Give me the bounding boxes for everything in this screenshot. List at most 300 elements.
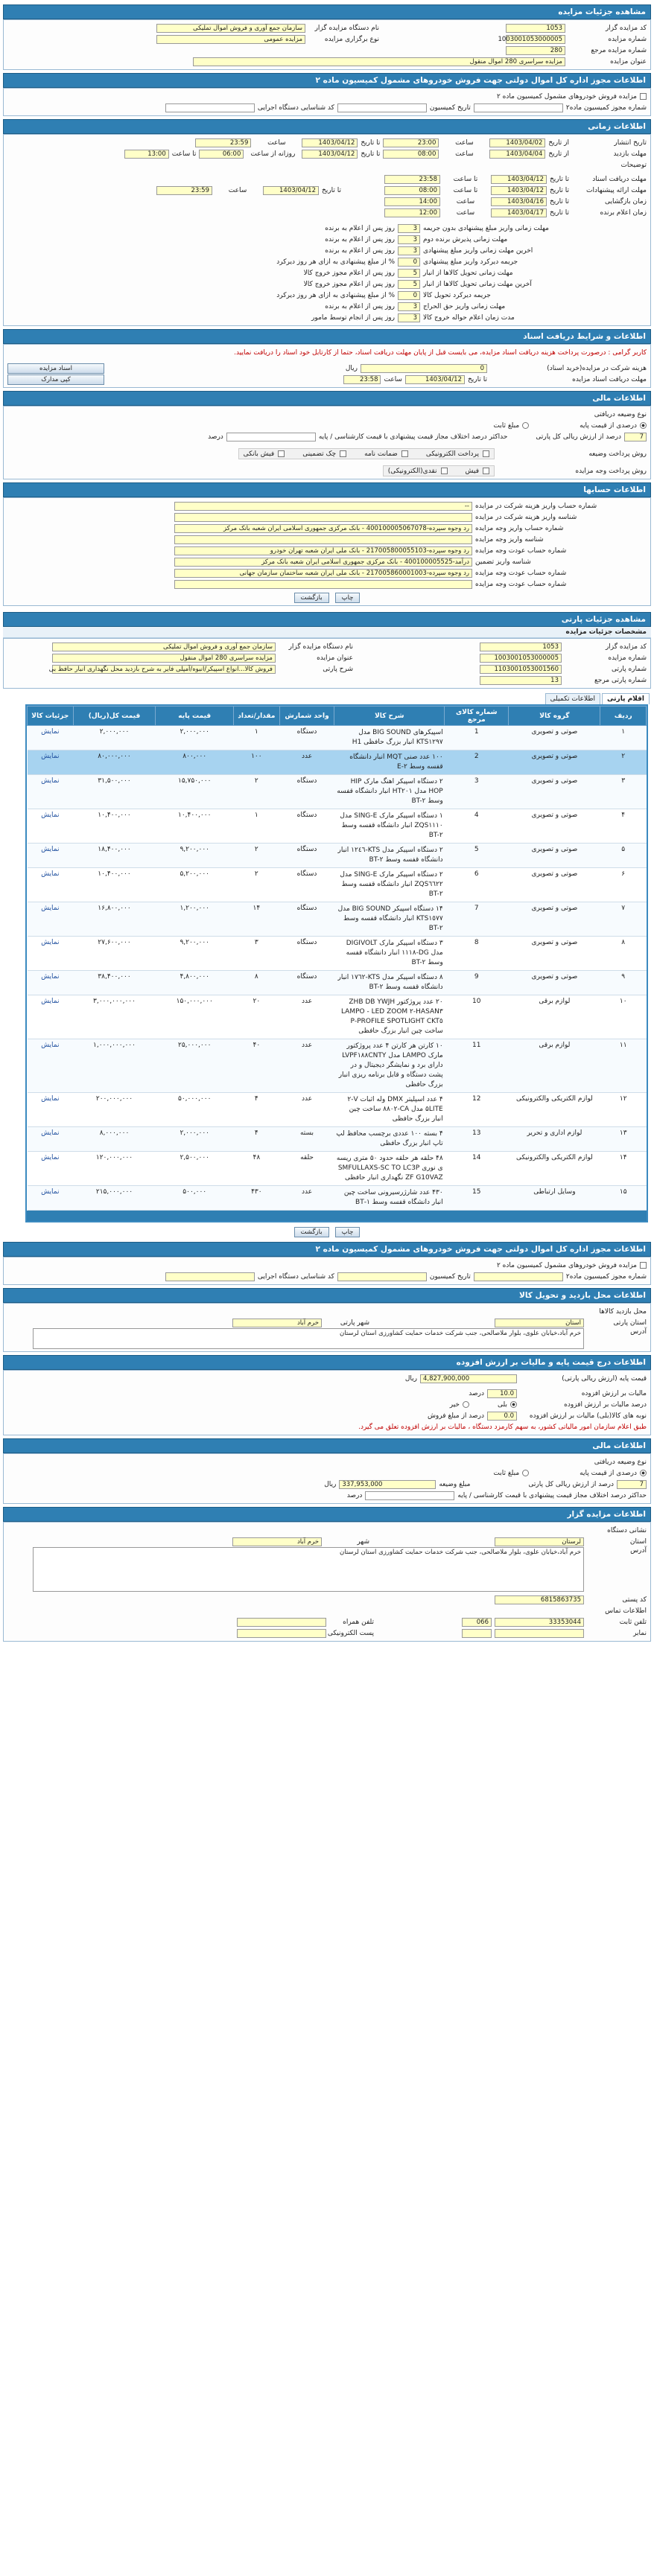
grid-cell: ۸: [234, 971, 280, 995]
grid-cell: لوازم برقی: [509, 1039, 600, 1093]
grid-cell: بسته: [279, 1127, 334, 1152]
rule-value[interactable]: 3: [398, 302, 420, 311]
city-field[interactable]: خرم آباد: [232, 1319, 322, 1327]
btm-fin-amount-unit: ریال: [324, 1480, 337, 1488]
item-detail-link[interactable]: نمایش: [28, 1186, 74, 1211]
grid-cell: ۱۴: [234, 902, 280, 937]
party-org-label: نام دستگاه مزایده گزار: [288, 643, 353, 651]
tax-field[interactable]: 0.0: [487, 1412, 517, 1421]
grid-cell: عدد: [279, 1186, 334, 1211]
accounts-header: اطلاعات حسابها: [3, 482, 651, 497]
org-province-label: استان: [629, 1537, 647, 1546]
item-detail-link[interactable]: نمایش: [28, 726, 74, 750]
grid-cell: ۵: [600, 844, 647, 868]
btm-permit-no-field[interactable]: [474, 1272, 563, 1281]
item-detail-link[interactable]: نمایش: [28, 868, 74, 902]
pay-cash: نقدی(الکترونیکی): [387, 467, 437, 475]
rule-unit: روز پس از اعلام مجوز خروج کالا: [303, 269, 395, 277]
grid-header-row: [28, 707, 647, 726]
rule-label: مهلت زمانی واریز مبلغ پیشنهادی بدون جریمه: [423, 224, 549, 232]
account-label: شناسه واریز تضمین: [475, 558, 531, 566]
table-row[interactable]: [28, 844, 647, 868]
vat-unit: درصد: [469, 1389, 484, 1397]
rule-unit: روز پس از اعلام به برنده: [325, 302, 395, 310]
reveal-d-label: تا تاریخ: [322, 186, 342, 194]
grid-cell: ۱۲: [600, 1093, 647, 1127]
account-field[interactable]: رد وجوه سپرده-217005860001003 - بانک ملی ایران شعبه ساختمان سازمان جهانی: [174, 569, 472, 578]
item-detail-link[interactable]: نمایش: [28, 775, 74, 809]
grid-cell: ۲,۰۰۰,۰۰۰: [156, 1127, 234, 1152]
account-field[interactable]: [174, 580, 472, 589]
btm-permit-date-label: تاریخ کمیسیون: [429, 1272, 471, 1281]
permit-org-field[interactable]: [165, 103, 255, 112]
email-label: پست الکترونیکی: [327, 1629, 374, 1637]
method-bank-check[interactable]: [278, 450, 285, 457]
grid-cell: ۳۸,۴۰۰,۰۰۰: [73, 971, 156, 995]
rule-label: اخرین مهلت زمانی واریز مبلغ پیشنهادی: [423, 246, 533, 255]
opening-time-label: ساعت: [456, 197, 475, 205]
visit-daily-to[interactable]: 13:00: [124, 150, 169, 159]
grid-cell: ۲۰۰,۰۰۰,۰۰۰: [73, 1093, 156, 1127]
party-tender-label: شماره مزایده: [608, 654, 647, 662]
rule-unit: % از مبلغ پیشنهادی به ازای هر روز دیرکرد: [276, 291, 395, 299]
fax-field[interactable]: [495, 1629, 584, 1638]
party-code-label: کد مزایده گزار: [605, 643, 647, 651]
grid-cell: 9: [445, 971, 509, 995]
org-city-label: شهر: [357, 1537, 369, 1546]
fax-code-field[interactable]: [462, 1629, 492, 1638]
org-zip-label: کد پستی: [622, 1595, 647, 1604]
grid-cell: ۱۸,۴۰۰,۰۰۰: [73, 844, 156, 868]
item-detail-link[interactable]: نمایش: [28, 1093, 74, 1127]
code-field[interactable]: 1053: [506, 24, 565, 33]
rule-row: [7, 234, 647, 245]
party-tender-field[interactable]: 1003001053000005: [480, 654, 562, 663]
winner-time-label: ساعت: [456, 208, 475, 217]
grid-cell: لوازم برقی: [509, 995, 600, 1039]
grid-cell: عدد: [279, 1039, 334, 1093]
vat-yes-label: بلی: [498, 1400, 507, 1409]
grid-cell: ۹,۲۰۰,۰۰۰: [156, 844, 234, 868]
diff-field[interactable]: [226, 433, 316, 441]
account-field[interactable]: درآمد-400100005525 - بانک مرکزی جمهوری اسلامی ایران شعبه بانک مرکز: [174, 558, 472, 567]
pay-slip-check[interactable]: [483, 468, 489, 474]
mobile-field[interactable]: [237, 1618, 326, 1627]
table-row[interactable]: [28, 1093, 647, 1127]
pay-slip: فیش: [465, 467, 479, 475]
grid-cell: ۲ دستگاه اسپیکر مدل KTS-١٢٤٦ انبار دانشگاه قفسه وسط BT-۲: [334, 844, 445, 868]
org-zip-field[interactable]: 6815863735: [495, 1595, 584, 1604]
party-org-field[interactable]: سازمان جمع آوری و فروش اموال تملیکی: [52, 643, 276, 651]
deadline-offer-date[interactable]: 1403/04/12: [491, 186, 547, 195]
docs-deadline-date[interactable]: 1403/04/12: [405, 375, 465, 384]
grid-cell: لوازم اداری و تحریر: [509, 1127, 600, 1152]
grid-cell: 1: [445, 726, 509, 750]
permit-org-label: کد شناسایی دستگاه اجرایی: [257, 103, 334, 112]
item-detail-link[interactable]: نمایش: [28, 1039, 74, 1093]
method-guarantee-check[interactable]: [401, 450, 408, 457]
grid-cell: ۱۰ کارتن هر کارتن ۴ عدد پروژکتور مارک LAMPO مدل LVPF١٨٨CNTY دارای برد و نمایشگر دیجیتال و در پشت دستگاه و قابل برنامه ریزی انبار بزرگ حافظی: [334, 1039, 445, 1093]
item-detail-link[interactable]: نمایش: [28, 809, 74, 844]
table-row[interactable]: [28, 750, 647, 775]
guarantee-percent-field[interactable]: 7: [624, 433, 647, 441]
grid-cell: ۱۵,۷۵۰,۰۰۰: [156, 775, 234, 809]
permit-no-label: شماره مجوز کمیسیون ماده۲: [565, 103, 647, 112]
btm-fin-percent-radio[interactable]: [640, 1470, 647, 1476]
account-field[interactable]: [174, 535, 472, 544]
type-field[interactable]: مزایده عمومی: [156, 35, 305, 44]
org-field[interactable]: سازمان جمع آوری و فروش اموال تملیکی: [156, 24, 305, 33]
tel-code-field[interactable]: 066: [462, 1618, 492, 1627]
docs-deadline-from: تا تاریخ: [467, 375, 487, 383]
price-box: [3, 1370, 651, 1435]
table-row[interactable]: [28, 937, 647, 971]
grid-cell: ۶: [600, 868, 647, 902]
grid-cell: صوتی و تصویری: [509, 937, 600, 971]
grid-col-header: گروه کالا: [509, 707, 600, 726]
winner-label: زمان اعلام برنده: [600, 208, 647, 217]
item-detail-link[interactable]: نمایش: [28, 995, 74, 1039]
docs-deadline-time[interactable]: 23:58: [343, 375, 381, 384]
grid-cell: عدد: [279, 995, 334, 1039]
financial-box: [3, 406, 651, 479]
grid-cell: ۴ عدد اسپلیتر DMX وله اثبات V-٢ ۵LITE مدل CA-٨٨٠٢ ساخت چین انبار بزرگ حافظی: [334, 1093, 445, 1127]
deadline-docs-label: مهلت دریافت اسناد: [592, 175, 647, 183]
grid-cell: ۳۱,۵۰۰,۰۰۰: [73, 775, 156, 809]
grid-cell: ۱۰,۴۰۰,۰۰۰: [156, 809, 234, 844]
rule-value[interactable]: 3: [398, 313, 420, 322]
publish-from-time-label: ساعت: [455, 138, 474, 147]
grid-cell: ۱۵۰,۰۰۰,۰۰۰: [156, 995, 234, 1039]
grid-cell: 2: [445, 750, 509, 775]
tel-label: تلفن ثابت: [619, 1618, 647, 1626]
rule-row: [7, 267, 647, 278]
grid-cell: ۱۰: [600, 995, 647, 1039]
publish-to-time[interactable]: 23:59: [195, 138, 251, 147]
btm-fin-percent-label: درصدی از قیمت پایه: [580, 1469, 637, 1477]
docs-deadline-time-label: ساعت: [384, 375, 402, 383]
grid-cell: ۲ دستگاه اسپیکر اهنگ مارک HIP HOP مدل HT٢٠١ انبار دانشگاه قفسه وسط BT-۲: [334, 775, 445, 809]
grid-cell: ۲,۵۰۰,۰۰۰: [156, 1152, 234, 1186]
copy-docs-button[interactable]: کپی مدارک: [7, 374, 104, 385]
view-docs-button[interactable]: اسناد مزایده: [7, 363, 104, 374]
grid-cell: ۱۰,۴۰۰,۰۰۰: [73, 868, 156, 902]
reveal-time[interactable]: 23:59: [156, 186, 212, 195]
method-guarantee: ضمانت نامه: [364, 450, 398, 458]
grid-col-header: جزئیات کالا: [28, 707, 74, 726]
grid-cell: دستگاه: [279, 809, 334, 844]
grid-cell: ۲۰ عدد پروژکتور ZHB DB YWJH HASAN٣-٢ LAMPO - LED ZOOM PROFILE SPOTLIGHT CKT٥-P ساخت چین انبار بزرگ حافظی: [334, 995, 445, 1039]
party-subj-field[interactable]: مزایده سراسری 280 اموال منقول: [52, 654, 276, 663]
times-header: اطلاعات زمانی: [3, 119, 651, 134]
visit-desc-label: توضیحات: [620, 161, 647, 169]
items-grid: [25, 704, 648, 1222]
guarantee-fixed-radio[interactable]: [522, 422, 529, 429]
grid-cell: ۲,۰۰۰,۰۰۰: [73, 726, 156, 750]
grid-cell: ۱۰,۴۰۰,۰۰۰: [73, 809, 156, 844]
btm-permit-org-field[interactable]: [165, 1272, 255, 1281]
grid-cell: 13: [445, 1127, 509, 1152]
guarantee-percent-label: درصدی از قیمت پایه: [580, 421, 637, 430]
visit-daily-from[interactable]: 06:00: [199, 150, 244, 159]
opening-label: زمان بازگشایی: [604, 197, 647, 205]
rule-label: جریمه دیرکرد واریز مبلغ پیشنهادی: [423, 258, 518, 266]
item-detail-link[interactable]: نمایش: [28, 902, 74, 937]
btm-permit-date-field[interactable]: [337, 1272, 427, 1281]
grid-cell: 12: [445, 1093, 509, 1127]
rule-value[interactable]: 3: [398, 246, 420, 255]
opening-date[interactable]: 1403/04/16: [491, 197, 547, 206]
grid-cell: صوتی و تصویری: [509, 971, 600, 995]
grid-cell: اسپیکرهای BIG SOUND مدل KTS١٢٩٧ انبار بزرگ حافظی H1: [334, 726, 445, 750]
btm-fin-box: [3, 1453, 651, 1504]
table-row[interactable]: [28, 726, 647, 750]
permit-box: [3, 88, 651, 116]
grid-cell: ۱: [234, 726, 280, 750]
grid-cell: 3: [445, 775, 509, 809]
party-desc-field[interactable]: فروش کالا...انواع اسپیکر/انبوه/آمپلی فایر به شرح بازدید محل نگهداری انبار حافظ بی: [52, 665, 276, 674]
grid-cell: دستگاه: [279, 726, 334, 750]
party-ref-field[interactable]: 13: [480, 676, 562, 685]
org-label: نام دستگاه مزایده گزار: [314, 24, 379, 32]
guarantee-percent-unit: درصد از ارزش ریالی کل پارتی: [536, 433, 621, 441]
tab-items[interactable]: اقلام پارتی: [602, 693, 650, 704]
btm-fin-amount-label: مبلغ وضیعه: [439, 1480, 471, 1488]
account-row: [7, 534, 647, 545]
btm-fin-amount-field[interactable]: 337,953,000: [339, 1480, 436, 1489]
rule-row: [7, 223, 647, 234]
grid-cell: ۱: [600, 726, 647, 750]
table-row[interactable]: [28, 809, 647, 844]
account-label: شناسه واریز وجه مزایده: [475, 535, 544, 543]
accounts-box: [3, 497, 651, 606]
rule-value[interactable]: 5: [398, 269, 420, 278]
rule-label: مهلت زمانی تحویل کالاها از انبار: [423, 269, 513, 277]
permit-no-field[interactable]: [474, 103, 563, 112]
item-detail-link[interactable]: نمایش: [28, 750, 74, 775]
grid-cell: ۱۳: [600, 1127, 647, 1152]
grid-cell: لوازم الکتریکی والکترونیکی: [509, 1152, 600, 1186]
party-tabs: [3, 693, 651, 704]
publish-from-time[interactable]: 23:00: [383, 138, 439, 147]
table-row[interactable]: [28, 775, 647, 809]
grid-cell: حلقه: [279, 1152, 334, 1186]
grid-cell: ۵۰۰,۰۰۰: [156, 1186, 234, 1211]
grid-cell: ۱۴: [600, 1152, 647, 1186]
publish-to-date[interactable]: 1403/04/12: [302, 138, 358, 147]
grid-cell: ۲: [600, 750, 647, 775]
party-code-field[interactable]: 1053: [480, 643, 562, 651]
grid-cell: 15: [445, 1186, 509, 1211]
publish-from-date[interactable]: 1403/04/02: [489, 138, 545, 147]
party-print-button[interactable]: چاپ: [335, 1227, 361, 1237]
party-header: مشاهده جزئیات پارتی: [3, 612, 651, 627]
docs-deadline-label: مهلت دریافت اسناد مزایده: [572, 375, 647, 383]
rule-value[interactable]: 0: [398, 291, 420, 300]
grid-col-header: شرح کالا: [334, 707, 445, 726]
guarantee-percent-radio[interactable]: [640, 422, 647, 429]
grid-cell: ۱۵: [600, 1186, 647, 1211]
accounts-print-button[interactable]: چاپ: [335, 593, 361, 603]
deadline-docs-time[interactable]: 23:58: [384, 175, 440, 184]
grid-cell: ۱۲۰,۰۰۰,۰۰۰: [73, 1152, 156, 1186]
item-detail-link[interactable]: نمایش: [28, 1127, 74, 1152]
table-row[interactable]: [28, 1152, 647, 1186]
grid-cell: ۴۸: [234, 1152, 280, 1186]
method-cheque: چک تضمینی: [302, 450, 337, 458]
visit-from-date[interactable]: 1403/04/04: [489, 150, 545, 159]
org-province-field[interactable]: لرستان: [495, 1537, 584, 1546]
grid-cell: 8: [445, 937, 509, 971]
visit-to-label: تا تاریخ: [361, 150, 381, 158]
vat-label: مالیات بر ارزش افزوده: [581, 1389, 647, 1397]
visit-to-date[interactable]: 1403/04/12: [302, 150, 358, 159]
item-detail-link[interactable]: نمایش: [28, 971, 74, 995]
vat-yes-radio[interactable]: [510, 1401, 517, 1408]
grid-cell: ۲: [234, 868, 280, 902]
city-label: شهر پارتی: [340, 1319, 369, 1327]
table-row[interactable]: [28, 1039, 647, 1093]
account-label: شماره حساب واریز هزینه شرکت در مزایده: [475, 502, 597, 510]
vat-field[interactable]: 10.0: [487, 1389, 517, 1398]
opening-time[interactable]: 14:00: [384, 197, 440, 206]
org-address-field[interactable]: خرم آباد،خیابان علوی، بلوار ملاصالحی، جنب شرکت خدمات حمایت کشاورزی استان لرستان: [33, 1547, 584, 1592]
deadline-docs-date[interactable]: 1403/04/12: [491, 175, 547, 184]
table-row[interactable]: [28, 971, 647, 995]
winner-date[interactable]: 1403/04/17: [491, 208, 547, 217]
grid-cell: ۳: [600, 775, 647, 809]
btm-permit-checkbox[interactable]: [640, 1262, 647, 1269]
accounts-back-button[interactable]: بازگشت: [294, 593, 329, 603]
rule-value[interactable]: 5: [398, 280, 420, 289]
btm-permit-box: [3, 1257, 651, 1285]
account-field[interactable]: [174, 513, 472, 522]
tel-field[interactable]: 33353044: [495, 1618, 584, 1627]
party-subheader: مشخصات جزئیات مزایده: [3, 627, 651, 638]
visit-from-time[interactable]: 08:00: [383, 150, 439, 159]
grid-cell: ۴: [600, 809, 647, 844]
rule-row: [7, 290, 647, 301]
vat-no-radio[interactable]: [463, 1401, 469, 1408]
method-electronic-check[interactable]: [483, 450, 489, 457]
reveal-date[interactable]: 1403/04/12: [263, 186, 319, 195]
grid-cell: ۹,۲۰۰,۰۰۰: [156, 937, 234, 971]
grid-cell: ۲۷,۶۰۰,۰۰۰: [73, 937, 156, 971]
subject-field[interactable]: مزایده سراسری 280 اموال منقول: [193, 57, 565, 66]
grid-cell: ۳: [234, 937, 280, 971]
account-label: شماره حساب عودت وجه مزایده: [475, 569, 567, 577]
rule-value[interactable]: 3: [398, 235, 420, 244]
diff-unit: درصد: [208, 433, 223, 441]
email-field[interactable]: [237, 1629, 326, 1638]
deadline-offer-time[interactable]: 08:00: [384, 186, 440, 195]
grid-cell: ۱ دستگاه اسپیکر مارک SING-E مدل ZQS١١١٠ انبار دانشگاه قفسه وسط BT-۲: [334, 809, 445, 844]
address-label: آدرس: [630, 1328, 647, 1336]
party-pno-field[interactable]: 1103001053001560: [480, 665, 562, 674]
location-header: اطلاعات محل بازدید و تحویل کالا: [3, 1288, 651, 1303]
table-row[interactable]: [28, 902, 647, 937]
docs-box: [3, 344, 651, 388]
publish-to-time-label: ساعت: [267, 138, 286, 147]
permit-date-field[interactable]: [337, 103, 427, 112]
fee-field[interactable]: 0: [361, 364, 487, 373]
grid-cell: ۱۰۰: [234, 750, 280, 775]
winner-time[interactable]: 12:00: [384, 208, 440, 217]
rule-row: [7, 278, 647, 290]
btm-fin-fixed-radio[interactable]: [522, 1470, 529, 1476]
grid-col-header: ردیف: [600, 707, 647, 726]
guarantee-fixed-label: مبلغ ثابت: [493, 421, 520, 430]
permit-header: اطلاعات مجوز اداره کل اموال دولتی جهت فروش خودروهای مشمول کمیسیون ماده ۲: [3, 73, 651, 88]
permit-checkbox[interactable]: [640, 93, 647, 100]
item-detail-link[interactable]: نمایش: [28, 937, 74, 971]
grid-cell: ۱۰۰ عدد صنی MQT انبار دانشگاه قفسه وسط E-۲: [334, 750, 445, 775]
grid-cell: ۴۸ حلقه هر حلقه حدود ۵۰ متری ریسه ی نوری SMFULLAXS-SC TO LC3P ZF G10VAZ نگهداری انبار حافظی: [334, 1152, 445, 1186]
party-back-button[interactable]: بازگشت: [294, 1227, 329, 1237]
grid-cell: ۳ دستگاه اسپیکر مارک DIGIVOLT مدل DG-١١١٨ انبار دانشگاه قفسه وسط BT-۲: [334, 937, 445, 971]
rule-value[interactable]: 3: [398, 224, 420, 233]
grid-cell: 14: [445, 1152, 509, 1186]
account-field[interactable]: رد وجوه سپرده-217005800055103 - بانک ملی ایران شعبه تهران خودرو: [174, 546, 472, 555]
org-box: [3, 1522, 651, 1642]
ref-field[interactable]: 280: [506, 46, 565, 55]
pay-cash-check[interactable]: [441, 468, 448, 474]
grid-cell: صوتی و تصویری: [509, 809, 600, 844]
btm-permit-check-label: مزایده فروش خودروهای مشمول کمیسیون ماده ۲: [496, 1261, 637, 1269]
rule-label: جریمه دیرکرد تحویل کالا: [423, 291, 491, 299]
grid-cell: ۸ دستگاه اسپیکر مدل KTS-١٧٦٢ انبار دانشگاه قفسه وسط BT-۲: [334, 971, 445, 995]
table-row[interactable]: [28, 1127, 647, 1152]
item-detail-link[interactable]: نمایش: [28, 844, 74, 868]
method-cheque-check[interactable]: [340, 450, 346, 457]
btm-fin-header: اطلاعات مالی: [3, 1438, 651, 1453]
item-detail-link[interactable]: نمایش: [28, 1152, 74, 1186]
address-field[interactable]: خرم آباد،خیابان علوی، بلوار ملاصالحی، جنب شرکت خدمات حمایت کشاورزی استان لرستان: [33, 1328, 584, 1349]
grid-cell: ۱: [234, 809, 280, 844]
grid-cell: ۱۶,۸۰۰,۰۰۰: [73, 902, 156, 937]
base-price-label: قیمت پایه (ارزش ریالی پارتی): [562, 1374, 647, 1383]
province-field[interactable]: استان: [495, 1319, 584, 1327]
tab-extra[interactable]: اطلاعات تکمیلی: [545, 693, 600, 704]
rule-row: [7, 256, 647, 267]
base-price-unit: ریال: [404, 1374, 417, 1383]
account-field[interactable]: رد وجوه سپرده-400100005067078 - بانک مرکزی جمهوری اسلامی ایران شعبه بانک مرکز: [174, 524, 472, 533]
org-header: اطلاعات مزایده گزار: [3, 1507, 651, 1522]
btm-fin-note: حداکثر درصد اختلاف مجاز قیمت پیشنهادی با قیمت کارشناسی / پایه: [457, 1491, 647, 1499]
org-city-field[interactable]: خرم آباد: [232, 1537, 322, 1546]
rule-value[interactable]: 0: [398, 258, 420, 267]
grid-cell: ۴۳۰: [234, 1186, 280, 1211]
rule-label: آخرین مهلت زمانی تحویل کالاها از انبار: [423, 280, 532, 288]
account-field[interactable]: --: [174, 502, 472, 511]
table-row[interactable]: [28, 1186, 647, 1211]
publish-from-label: از تاریخ: [548, 138, 569, 147]
account-row: [7, 578, 647, 590]
code-label: کد مزایده گزار: [605, 24, 647, 32]
btm-fin-note-field[interactable]: [365, 1491, 454, 1500]
table-row[interactable]: [28, 868, 647, 902]
base-price-field[interactable]: 4,827,900,000: [420, 1374, 517, 1383]
vat2-label: درصد مالیات بر ارزش افزوده: [564, 1400, 647, 1409]
table-row[interactable]: [28, 995, 647, 1039]
grid-cell: ۱,۲۰۰,۰۰۰: [156, 902, 234, 937]
deadline-docs-time-label: تا ساعت: [453, 175, 478, 183]
account-row: [7, 511, 647, 523]
tender-field[interactable]: 1003001053000005: [506, 35, 565, 44]
publish-label: تاریخ انتشار: [614, 138, 647, 147]
visit-daily-to-label: تا ساعت: [171, 150, 197, 158]
btm-fin-percent-field[interactable]: 7: [617, 1480, 647, 1489]
